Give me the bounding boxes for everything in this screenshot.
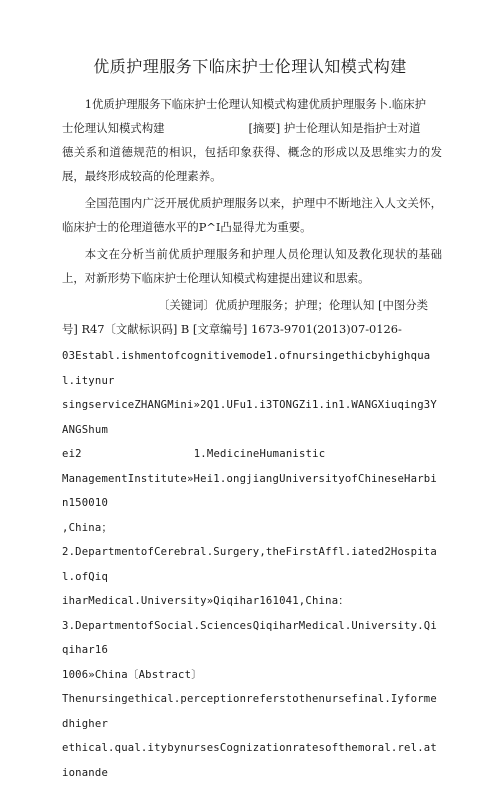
english-abstract xyxy=(62,344,442,785)
english-line-1: 03Establ.ishmentofcognitivemode1.ofnursingethicbyhighqual.itynur xyxy=(62,350,431,387)
keywords-block xyxy=(62,293,442,341)
intro-line-1: 1优质护理服务下临床护士伦理认知模式构建优质护理服务卜.临床护 xyxy=(84,97,426,111)
english-line-10: Thenursingethical.perceptionreferstothenursefinal.Iyformedhigher xyxy=(62,693,437,730)
abstract-label: [摘要] 护士伦理认知是指护士对道 xyxy=(248,121,421,135)
english-line-3a: ei2 xyxy=(62,448,82,460)
intro-rest: 德关系和道德规范的相识，包括印象获得、概念的形成以及思维实力的发展，最终形成较高的伦理素养。 xyxy=(62,145,442,183)
paragraph-intro xyxy=(62,92,442,188)
english-line-3 xyxy=(62,442,442,467)
english-line-4: ManagementInstitute»Hei1.ongjiangUniversityofChineseHarbin150010 xyxy=(62,472,437,509)
classification-line: 号] R47〔文献标识码] B [文章编号] 1673-9701(2013)07-0126- xyxy=(62,322,402,336)
english-line-3b: 1.MedicineHumanistic xyxy=(193,448,326,460)
english-line-5: ,China； xyxy=(62,521,113,534)
english-line-9: 1006»China〔Abstract〕 xyxy=(62,668,202,681)
keywords-line: 〔关键词〕优质护理服务；护理；伦理认知 [中图分类 xyxy=(158,298,429,312)
paragraph-service: 全国范围内广泛开展优质护理服务以来，护理中不断地注入人文关怀，临床护士的伦理道德水平的P^I凸显得尤为重要。 xyxy=(62,196,442,234)
english-line-2: singserviceZHANGMini»2Q1.UFu1.i3TONGZi1.in1.WANGXiuqing3YANGShum xyxy=(62,399,437,436)
document-body xyxy=(62,92,442,785)
english-line-6: 2.DepartmentofCerebral.Surgery,theFirstAffl.iated2Hospital.ofQiq xyxy=(62,546,437,583)
page-title: 优质护理服务下临床护士伦理认知模式构建 xyxy=(93,57,407,76)
intro-line-2-title: 士伦理认知模式构建 xyxy=(62,121,165,135)
english-line-8: 3.DepartmentofSocial.SciencesQiqiharMedical.University.Qiqihar16 xyxy=(62,619,437,656)
english-line-7: iharMedical.University»Qiqihar161041,China： xyxy=(62,595,350,607)
english-line-11: ethical.qual.itybynursesCognizationratesofthemoral.rel.ationande xyxy=(62,742,437,779)
paragraph-analysis: 本文在分析当前优质护理服务和护理人员伦理认知及教化现状的基础上，对新形势下临床护士伦理认知模式构建提出建议和思索。 xyxy=(62,247,442,285)
